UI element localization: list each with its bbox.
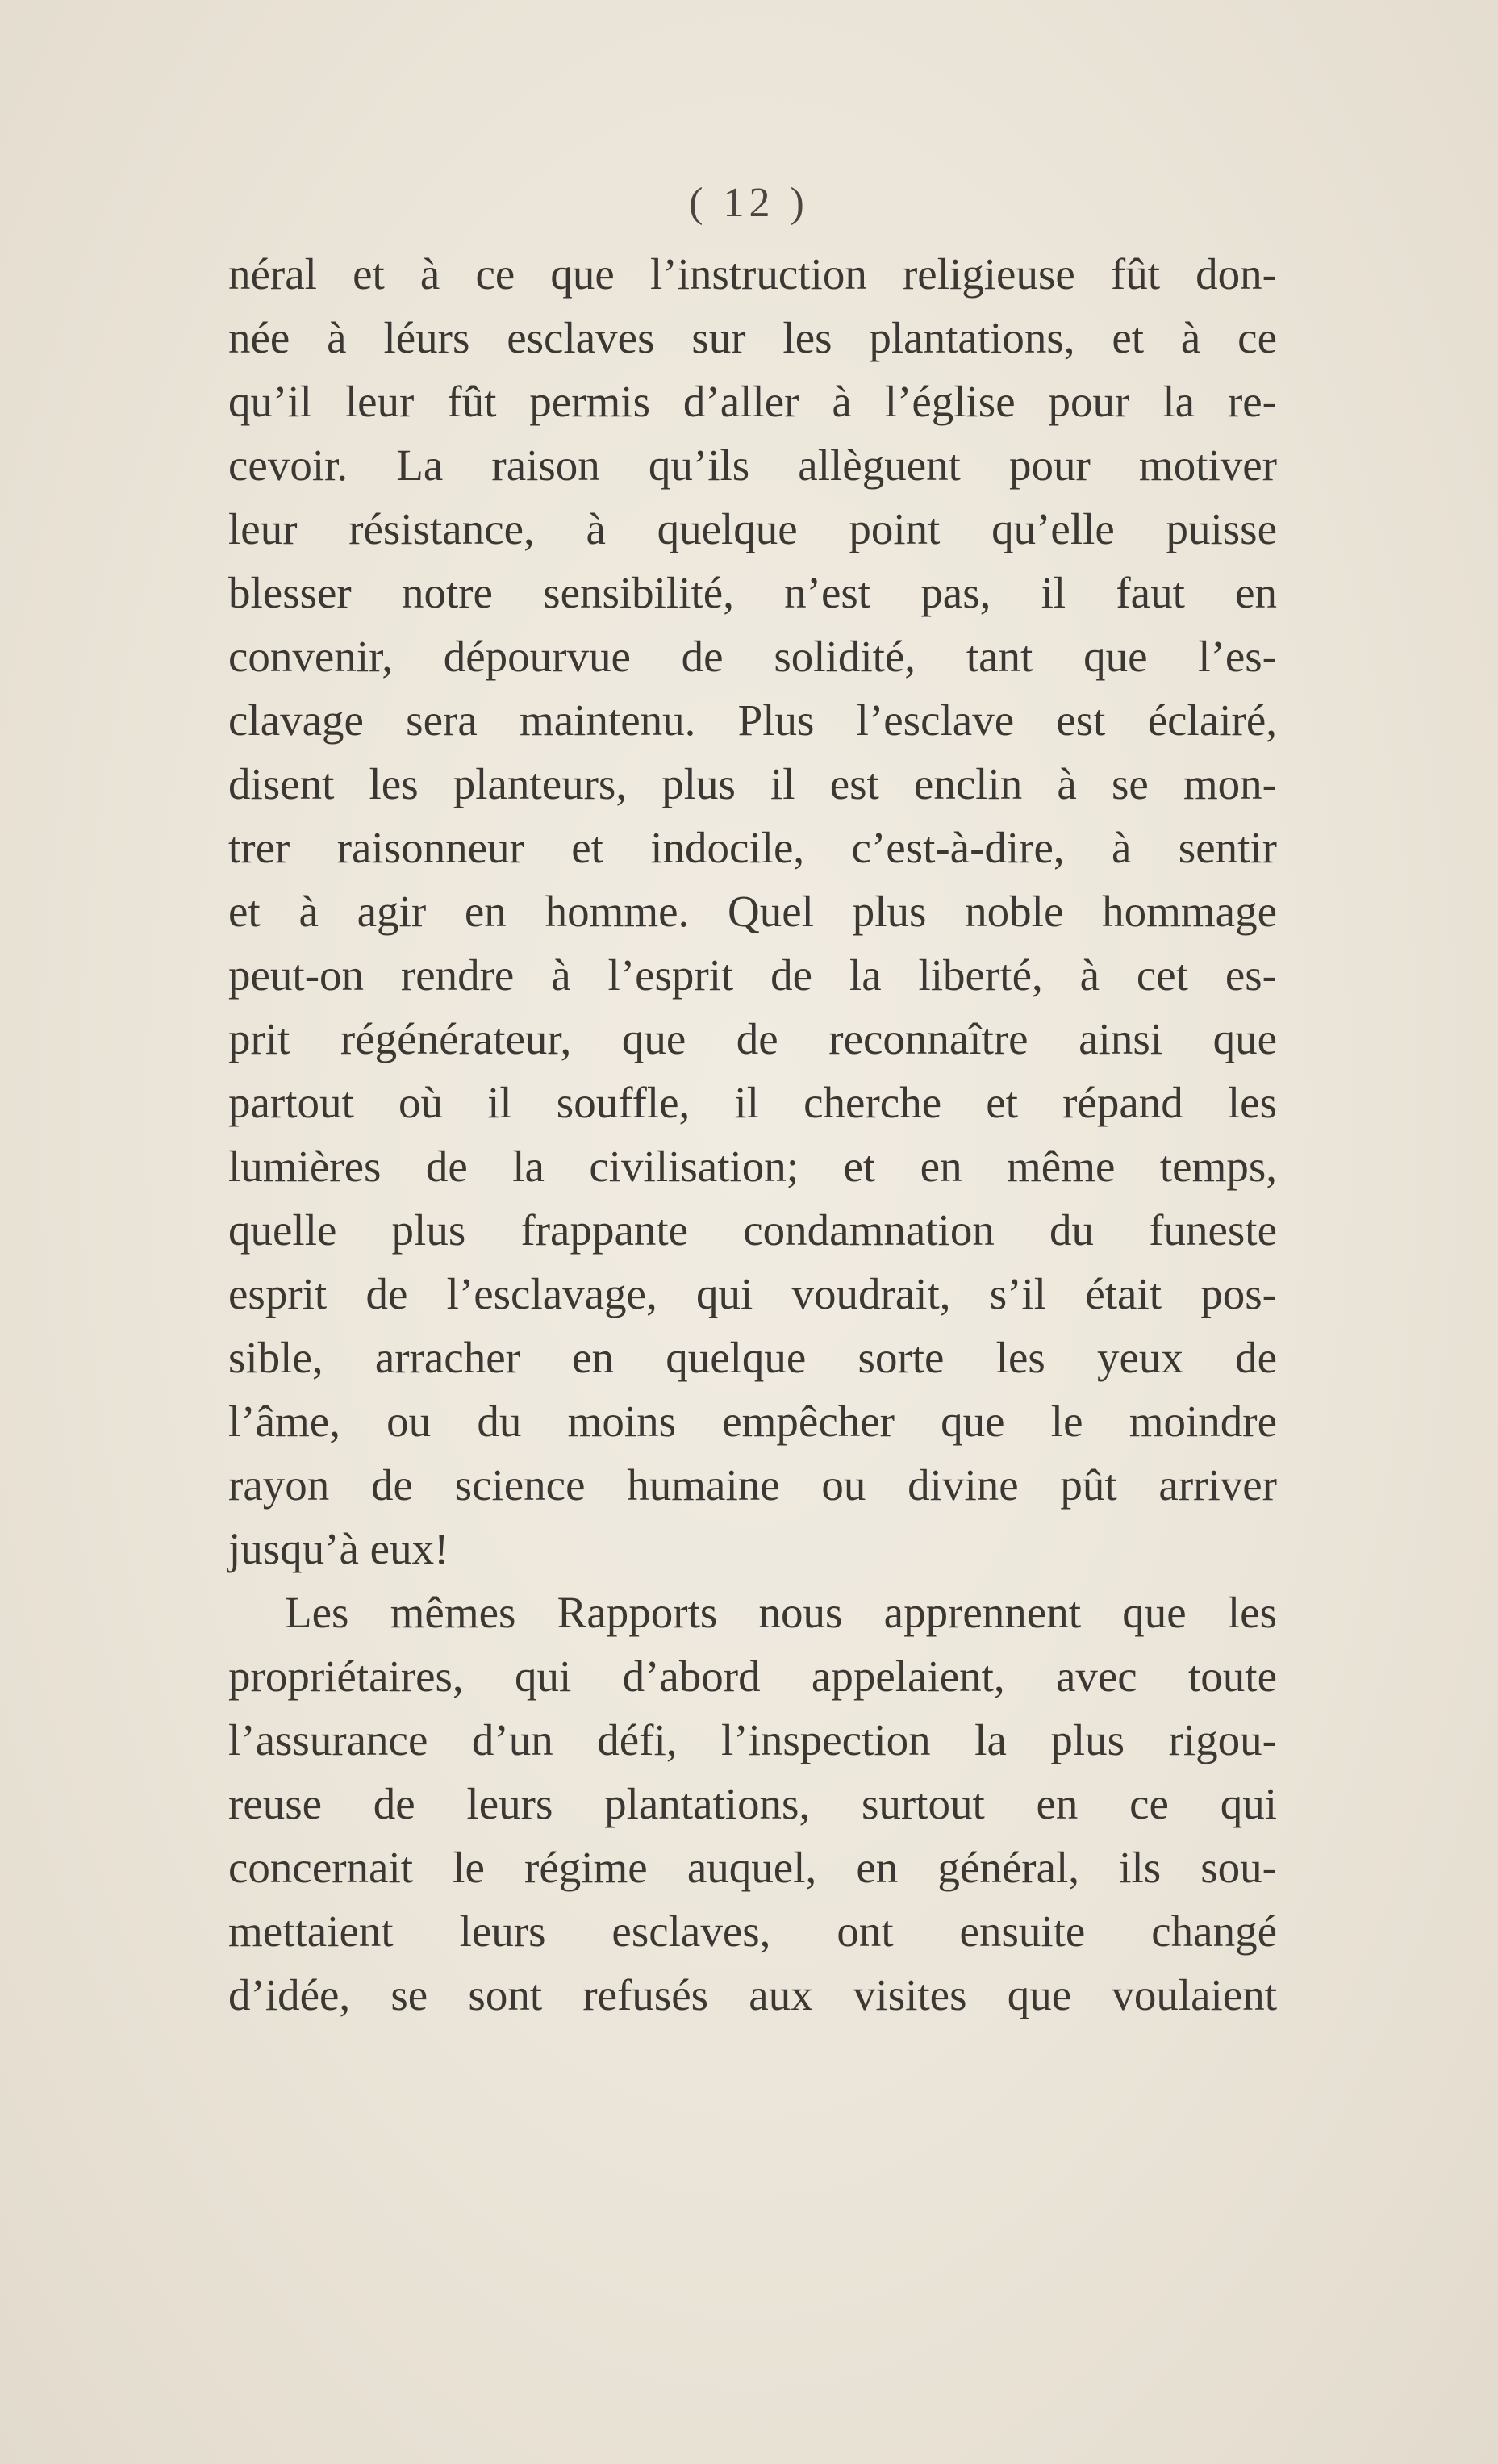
body-text bbox=[228, 242, 1277, 2027]
text-line: esprit de l’esclavage, qui voudrait, s’il était pos- bbox=[228, 1269, 1277, 1318]
text-line: disent les planteurs, plus il est enclin à se mon- bbox=[228, 759, 1277, 808]
text-line: concernait le régime auquel, en général, ils sou- bbox=[228, 1843, 1277, 1892]
text-line: propriétaires, qui d’abord appelaient, avec toute bbox=[228, 1652, 1277, 1701]
text-line: clavage sera maintenu. Plus l’esclave est éclairé, bbox=[228, 695, 1277, 745]
text-line: cevoir. La raison qu’ils allèguent pour motiver bbox=[228, 441, 1277, 490]
text-line: qu’il leur fût permis d’aller à l’église pour la re- bbox=[228, 377, 1277, 426]
text-line: reuse de leurs plantations, surtout en ce qui bbox=[228, 1779, 1277, 1828]
text-line: convenir, dépourvue de solidité, tant que l’es- bbox=[228, 632, 1277, 681]
text-line: leur résistance, à quelque point qu’elle puisse bbox=[228, 504, 1277, 553]
text-line: partout où il souffle, il cherche et répand les bbox=[228, 1078, 1277, 1127]
text-line: née à léurs esclaves sur les plantations, et à ce bbox=[228, 313, 1277, 362]
text-line: trer raisonneur et indocile, c’est-à-dire, à sentir bbox=[228, 823, 1277, 872]
text-line-paragraph-start: Les mêmes Rapports nous apprennent que les bbox=[285, 1588, 1277, 1637]
text-line: prit régénérateur, que de reconnaître ainsi que bbox=[228, 1014, 1277, 1063]
text-line: rayon de science humaine ou divine pût arriver bbox=[228, 1460, 1277, 1510]
text-line: lumières de la civilisation; et en même temps, bbox=[228, 1142, 1277, 1191]
text-line: l’assurance d’un défi, l’inspection la plus rigou- bbox=[228, 1715, 1277, 1764]
text-line: et à agir en homme. Quel plus noble hommage bbox=[228, 887, 1277, 936]
text-line: mettaient leurs esclaves, ont ensuite changé bbox=[228, 1906, 1277, 1956]
text-line: d’idée, se sont refusés aux visites que voulaient bbox=[228, 1970, 1277, 2019]
text-line-paragraph-end: jusqu’à eux! bbox=[228, 1524, 449, 1573]
text-line: blesser notre sensibilité, n’est pas, il faut en bbox=[228, 568, 1277, 617]
text-line: peut-on rendre à l’esprit de la liberté, à cet es- bbox=[228, 950, 1277, 1000]
text-line: néral et à ce que l’instruction religieuse fût don- bbox=[228, 249, 1277, 299]
text-line: l’âme, ou du moins empêcher que le moindre bbox=[228, 1397, 1277, 1446]
page-number: ( 12 ) bbox=[689, 180, 809, 226]
text-line: sible, arracher en quelque sorte les yeux de bbox=[228, 1333, 1277, 1382]
text-line: quelle plus frappante condamnation du funeste bbox=[228, 1205, 1277, 1255]
